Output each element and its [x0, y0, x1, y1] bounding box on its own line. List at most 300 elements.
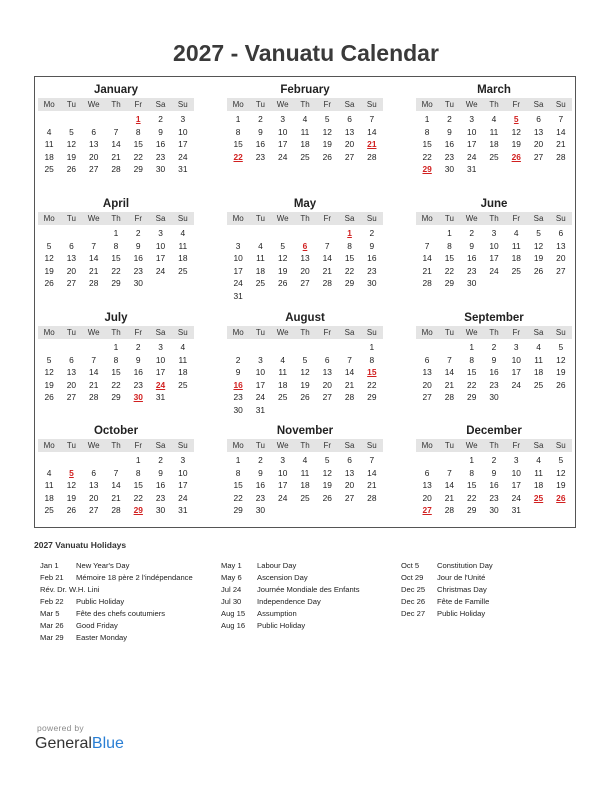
day-cell: 29	[467, 505, 477, 516]
day-cell: 5	[46, 240, 52, 251]
day-cell: 15	[233, 480, 243, 491]
week-row	[416, 379, 572, 392]
day-cell: 1	[347, 228, 352, 238]
day-cell: 6	[302, 240, 308, 251]
day-cell: 15	[111, 367, 121, 378]
empty-cell	[416, 341, 438, 354]
day-cell: 3	[513, 455, 519, 465]
day-cell: 2	[135, 342, 141, 352]
day-cell: 7	[91, 354, 97, 365]
day-cell: 11	[178, 354, 188, 365]
day-cell: 18	[278, 379, 288, 390]
day-cell: 11	[534, 467, 543, 478]
empty-cell	[316, 341, 338, 354]
weekday-label: Th	[300, 441, 310, 450]
month-name: February	[280, 84, 330, 96]
week-row	[38, 341, 194, 354]
month-august	[227, 311, 383, 417]
day-cell: 30	[489, 392, 499, 403]
day-cell: 28	[367, 151, 377, 162]
week-row	[227, 504, 383, 517]
day-cell: 10	[278, 126, 288, 137]
empty-cell	[172, 277, 194, 290]
holiday-item	[40, 608, 193, 620]
day-cell: 31	[155, 392, 166, 403]
day-cell: 6	[69, 354, 74, 365]
day-cell: 23	[255, 151, 266, 162]
day-cell: 6	[347, 114, 352, 124]
day-cell: 29	[467, 392, 477, 403]
week-row	[227, 277, 383, 290]
empty-cell	[60, 227, 82, 240]
generalblue-logo[interactable]	[35, 735, 124, 753]
day-cell: 12	[300, 367, 310, 378]
empty-cell	[83, 113, 105, 126]
weekday-label: Tu	[444, 441, 454, 450]
day-cell: 29	[233, 505, 243, 516]
day-cell: 5	[513, 114, 519, 124]
day-cell: 26	[278, 278, 288, 289]
day-cell: 16	[367, 253, 377, 264]
week-row	[416, 467, 572, 480]
day-cell: 25	[300, 151, 310, 162]
empty-cell	[338, 290, 360, 303]
day-cell: 24	[155, 265, 166, 276]
day-cell: 12	[44, 367, 54, 378]
empty-cell	[483, 277, 505, 290]
day-cell: 11	[278, 367, 288, 378]
day-cell: 26	[511, 151, 521, 162]
day-cell: 20	[344, 480, 355, 491]
week-row	[38, 163, 194, 176]
day-cell: 19	[556, 367, 566, 378]
weekday-label: Mo	[43, 214, 55, 223]
week-row	[38, 126, 194, 139]
weekday-label: Fr	[323, 214, 332, 223]
brand-blue: Blue	[91, 735, 124, 752]
day-cell: 20	[422, 492, 432, 503]
holiday-date: Oct 29	[401, 573, 424, 582]
weekday-label: Tu	[66, 100, 76, 109]
weekday-header	[416, 98, 572, 111]
day-cell: 31	[233, 290, 243, 301]
day-cell: 5	[324, 455, 330, 465]
holiday-date: Mar 29	[40, 633, 64, 642]
day-cell: 5	[536, 228, 541, 238]
weekday-label: Fr	[134, 214, 143, 223]
day-cell: 27	[422, 505, 432, 516]
holiday-date: May 1	[221, 561, 242, 570]
empty-cell	[338, 404, 360, 417]
day-cell: 5	[69, 126, 74, 137]
day-cell: 1	[135, 455, 141, 465]
day-cell: 2	[258, 114, 263, 124]
weekday-label: Tu	[444, 328, 454, 337]
day-cell: 24	[233, 278, 243, 289]
day-cell: 14	[444, 367, 455, 378]
holiday-item	[221, 584, 360, 596]
holiday-date: Mar 26	[40, 621, 64, 630]
day-cell: 15	[344, 253, 355, 264]
day-cell: 6	[69, 240, 74, 251]
day-cell: 17	[155, 367, 166, 378]
weekday-header	[416, 212, 572, 225]
day-cell: 3	[235, 240, 241, 251]
day-cell: 15	[233, 139, 243, 150]
day-cell: 4	[536, 455, 541, 465]
holiday-date: Jan 1	[40, 561, 59, 570]
weekday-label: We	[87, 214, 100, 223]
empty-cell	[83, 454, 105, 467]
day-cell: 8	[469, 354, 475, 365]
day-cell: 11	[300, 126, 310, 137]
holiday-item	[221, 572, 360, 584]
day-cell: 26	[44, 392, 54, 403]
day-cell: 22	[367, 379, 377, 390]
weekday-label: Su	[177, 100, 188, 109]
day-cell: 31	[511, 505, 521, 516]
week-row	[416, 277, 572, 290]
day-cell: 27	[344, 492, 355, 503]
weekday-header	[38, 212, 194, 225]
day-cell: 15	[111, 253, 121, 264]
day-cell: 17	[489, 253, 499, 264]
day-cell: 14	[367, 467, 377, 478]
holiday-item	[401, 560, 493, 572]
day-cell: 3	[491, 228, 497, 238]
day-cell: 9	[158, 126, 163, 137]
day-cell: 16	[467, 253, 477, 264]
day-cell: 30	[367, 278, 377, 289]
weekday-label: Th	[489, 100, 499, 109]
weekday-label: Mo	[421, 328, 433, 337]
day-cell: 16	[489, 367, 499, 378]
day-cell: 15	[467, 480, 477, 491]
day-cell: 18	[178, 367, 188, 378]
day-cell: 3	[158, 342, 163, 352]
day-cell: 28	[89, 392, 99, 403]
day-cell: 8	[235, 126, 241, 137]
week-row	[227, 366, 383, 379]
empty-cell	[249, 227, 271, 240]
day-cell: 26	[556, 492, 566, 503]
day-cell: 12	[44, 253, 54, 264]
day-cell: 7	[447, 354, 452, 365]
day-cell: 17	[255, 379, 266, 390]
month-name: November	[276, 425, 334, 437]
weekday-label: Sa	[344, 100, 355, 109]
weekday-label: We	[276, 214, 289, 223]
day-cell: 23	[467, 265, 477, 276]
day-cell: 9	[491, 354, 497, 365]
day-cell: 1	[469, 455, 475, 465]
day-cell: 9	[235, 367, 241, 378]
day-cell: 14	[322, 253, 332, 264]
day-cell: 29	[344, 278, 355, 289]
weekday-label: We	[87, 328, 100, 337]
day-cell: 30	[155, 164, 166, 175]
day-cell: 30	[155, 505, 166, 516]
day-cell: 23	[233, 392, 243, 403]
week-row	[227, 404, 383, 417]
day-cell: 26	[66, 164, 77, 175]
week-row	[416, 504, 572, 517]
day-cell: 11	[256, 253, 265, 264]
holiday-name: Mémoire 18 père 2 l'indépendance	[76, 573, 193, 582]
holiday-name: Constitution Day	[437, 561, 493, 570]
weekday-label: We	[465, 328, 478, 337]
day-cell: 15	[133, 480, 143, 491]
day-cell: 21	[367, 139, 377, 150]
day-cell: 16	[155, 480, 166, 491]
holiday-item	[221, 560, 360, 572]
weekday-label: Fr	[323, 100, 332, 109]
holiday-name: Fête de Famille	[437, 597, 490, 606]
week-row	[416, 265, 572, 278]
day-cell: 12	[278, 253, 288, 264]
empty-cell	[316, 227, 338, 240]
day-cell: 6	[424, 467, 430, 478]
day-cell: 4	[513, 228, 519, 238]
weekday-label: Sa	[155, 441, 166, 450]
week-row	[38, 391, 194, 404]
empty-cell	[316, 290, 338, 303]
holiday-name: Fête des chefs coutumiers	[76, 609, 166, 618]
day-cell: 14	[444, 480, 455, 491]
day-cell: 9	[135, 240, 141, 251]
week-row	[416, 341, 572, 354]
empty-cell	[60, 341, 82, 354]
empty-cell	[483, 163, 505, 176]
day-cell: 21	[556, 139, 566, 150]
holiday-date: Dec 26	[401, 597, 426, 606]
holiday-item	[40, 584, 193, 596]
day-cell: 2	[235, 354, 241, 365]
day-cell: 7	[347, 354, 352, 365]
day-cell: 5	[46, 354, 52, 365]
day-cell: 22	[467, 379, 477, 390]
empty-cell	[361, 404, 383, 417]
holiday-column	[401, 560, 493, 620]
weekday-label: We	[465, 214, 478, 223]
week-row	[227, 265, 383, 278]
day-cell: 8	[347, 240, 352, 251]
day-cell: 8	[113, 240, 119, 251]
weekday-header	[38, 439, 194, 452]
empty-cell	[505, 391, 527, 404]
day-cell: 25	[533, 492, 544, 503]
day-cell: 18	[533, 480, 544, 491]
day-cell: 31	[255, 404, 266, 415]
holiday-date: Feb 21	[40, 573, 64, 582]
day-cell: 4	[180, 228, 186, 238]
holiday-item	[401, 596, 493, 608]
empty-cell	[294, 404, 316, 417]
day-cell: 20	[66, 265, 77, 276]
holiday-name: Jour de l'Unité	[437, 573, 486, 582]
day-cell: 24	[178, 492, 188, 503]
day-cell: 2	[135, 228, 141, 238]
empty-cell	[249, 341, 271, 354]
day-cell: 26	[322, 492, 332, 503]
week-row	[227, 354, 383, 367]
holiday-item	[401, 608, 493, 620]
day-cell: 18	[300, 139, 310, 150]
day-cell: 13	[556, 240, 566, 251]
week-row	[416, 391, 572, 404]
day-cell: 4	[46, 467, 52, 478]
month-march	[416, 83, 572, 176]
weekday-label: Sa	[533, 328, 544, 337]
empty-cell	[550, 504, 572, 517]
week-row	[38, 467, 194, 480]
empty-cell	[83, 227, 105, 240]
day-cell: 3	[469, 114, 475, 124]
day-cell: 13	[422, 480, 432, 491]
empty-cell	[338, 504, 360, 517]
day-cell: 7	[91, 240, 97, 251]
holiday-name: Easter Monday	[76, 633, 128, 642]
day-cell: 25	[533, 379, 544, 390]
day-cell: 21	[89, 265, 99, 276]
day-cell: 23	[155, 492, 166, 503]
month-name: September	[464, 312, 524, 324]
day-cell: 18	[44, 492, 54, 503]
holiday-column	[40, 560, 193, 644]
weekday-label: Su	[555, 214, 566, 223]
day-cell: 29	[111, 278, 121, 289]
brand-general: General	[35, 735, 92, 752]
day-cell: 2	[158, 455, 163, 465]
day-cell: 4	[491, 114, 497, 124]
empty-cell	[83, 341, 105, 354]
day-cell: 13	[344, 467, 355, 478]
day-cell: 7	[369, 114, 375, 124]
day-cell: 14	[111, 480, 121, 491]
holiday-date: Dec 27	[401, 609, 426, 618]
weekday-label: Sa	[155, 214, 166, 223]
weekday-label: Tu	[66, 441, 76, 450]
day-cell: 28	[322, 278, 332, 289]
day-cell: 4	[180, 342, 186, 352]
week-row	[38, 379, 194, 392]
holiday-name: Public Holiday	[257, 621, 306, 630]
weekday-label: Mo	[232, 441, 244, 450]
week-row	[38, 151, 194, 164]
day-cell: 20	[422, 379, 432, 390]
week-row	[227, 113, 383, 126]
day-cell: 20	[89, 151, 99, 162]
day-cell: 5	[324, 114, 330, 124]
day-cell: 5	[558, 455, 564, 465]
day-cell: 20	[322, 379, 332, 390]
empty-cell	[438, 341, 460, 354]
day-cell: 18	[533, 367, 544, 378]
month-july	[38, 311, 194, 404]
week-row	[227, 151, 383, 164]
empty-cell	[38, 454, 60, 467]
day-cell: 8	[135, 126, 141, 137]
day-cell: 30	[233, 404, 243, 415]
day-cell: 24	[489, 265, 499, 276]
day-cell: 14	[89, 367, 99, 378]
day-cell: 19	[511, 139, 521, 150]
day-cell: 12	[556, 467, 566, 478]
day-cell: 30	[133, 392, 143, 403]
day-cell: 6	[324, 354, 330, 365]
day-cell: 27	[533, 151, 544, 162]
day-cell: 17	[233, 265, 243, 276]
day-cell: 10	[155, 354, 166, 365]
day-cell: 18	[44, 151, 54, 162]
page-title: 2027 - Vanuatu Calendar	[173, 40, 439, 66]
week-row	[38, 240, 194, 253]
day-cell: 7	[447, 467, 452, 478]
day-cell: 6	[91, 467, 97, 478]
day-cell: 28	[111, 164, 121, 175]
holiday-date: Aug 16	[221, 621, 246, 630]
empty-cell	[272, 504, 294, 517]
day-cell: 25	[44, 164, 54, 175]
holiday-item	[40, 632, 193, 644]
day-cell: 18	[511, 253, 521, 264]
day-cell: 9	[135, 354, 141, 365]
day-cell: 16	[133, 367, 143, 378]
day-cell: 24	[278, 151, 288, 162]
holidays-title: 2027 Vanuatu Holidays	[34, 540, 127, 550]
day-cell: 23	[155, 151, 166, 162]
empty-cell	[105, 454, 127, 467]
day-cell: 28	[444, 505, 455, 516]
day-cell: 24	[511, 379, 521, 390]
day-cell: 20	[556, 253, 566, 264]
holiday-name: Public Holiday	[76, 597, 125, 606]
month-name: April	[102, 198, 130, 210]
day-cell: 1	[447, 228, 452, 238]
day-cell: 22	[444, 265, 455, 276]
day-cell: 2	[158, 114, 163, 124]
day-cell: 6	[424, 354, 430, 365]
day-cell: 23	[133, 265, 143, 276]
day-cell: 30	[467, 278, 477, 289]
day-cell: 10	[178, 467, 188, 478]
holiday-item	[40, 572, 193, 584]
day-cell: 26	[556, 379, 566, 390]
day-cell: 18	[255, 265, 266, 276]
month-name: March	[477, 84, 511, 96]
empty-cell	[527, 391, 549, 404]
holiday-date: Oct 5	[401, 561, 420, 570]
empty-cell	[294, 290, 316, 303]
weekday-label: Sa	[533, 441, 544, 450]
day-cell: 10	[178, 126, 188, 137]
empty-cell	[294, 341, 316, 354]
month-january	[38, 83, 194, 176]
day-cell: 14	[111, 139, 121, 150]
month-name: July	[104, 312, 128, 324]
day-cell: 1	[235, 114, 241, 124]
day-cell: 6	[91, 126, 97, 137]
day-cell: 21	[89, 379, 99, 390]
day-cell: 8	[113, 354, 119, 365]
day-cell: 24	[278, 492, 288, 503]
weekday-label: Mo	[43, 328, 55, 337]
day-cell: 20	[89, 492, 99, 503]
day-cell: 21	[444, 379, 455, 390]
empty-cell	[361, 504, 383, 517]
weekday-label: Tu	[255, 100, 265, 109]
month-june	[416, 197, 572, 290]
